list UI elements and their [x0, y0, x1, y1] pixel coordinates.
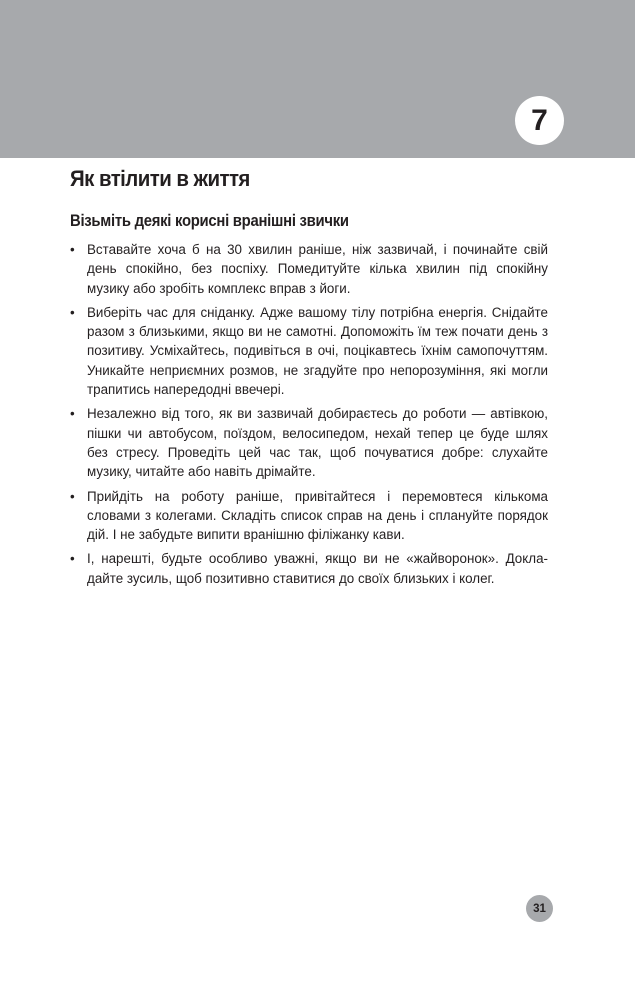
- list-item: [70, 404, 548, 481]
- bullet-icon: •: [70, 242, 75, 257]
- tips-list: [70, 240, 548, 593]
- section-title: Як втілити в життя: [70, 166, 250, 191]
- tip-text: Незалежно від того, як ви зазвичай добираєтесь до роботи — автівкою, пішки чи автобусом, поїздом, велосипедом, нехай тепер це буде шлях без стресу. Проведіть цей час так, щоб почуватися добре: слухайте музику, читайте або навіть дрімайте.: [87, 406, 548, 480]
- list-item: [70, 240, 548, 298]
- bullet-icon: •: [70, 406, 75, 422]
- list-item: [70, 549, 548, 588]
- tip-text: Прийдіть на роботу раніше, привітайтеся і перемовтеся кількома словами з колегами. Складіть список справ на день і сплануйте порядок дій. І не забудьте випити вранішню філіжанку кави.: [87, 488, 548, 543]
- subsection-title: Візьміть деякі корисні вранішні звички: [70, 212, 349, 230]
- bullet-icon: •: [70, 551, 75, 567]
- chapter-number-badge: 7: [515, 96, 564, 145]
- list-item: [70, 487, 548, 545]
- tip-text: Виберіть час для сніданку. Адже вашому тілу потрібна енергія. Снідайте разом з близькими, якщо ви не самотні. Допоможіть їм теж почати день з позитиву. Усміхайтесь, подивіться в очі, поцікавтесь їхнім самопочуттям. Уникайте неприємних розмов, не згадуйте про непорозуміння, які могли трапитись напередодні ввечері.: [87, 304, 548, 398]
- bullet-icon: •: [70, 488, 75, 504]
- tip-text: Вставайте хоча б на 30 хвилин раніше, ніж зазвичай, і починайте свій день спокійно, без поспіху. Помедитуйте кілька хвилин під спокійну музику або зробіть комплекс вправ з йоги.: [87, 242, 548, 296]
- page-number: 31: [526, 895, 553, 922]
- tip-text: І, нарешті, будьте особливо уважні, якщо ви не «жайворонок». Докладайте зусиль, щоб позитивно ставитися до своїх близьких і колег.: [87, 551, 548, 586]
- bullet-icon: •: [70, 304, 75, 320]
- header-band: [0, 0, 635, 158]
- list-item: [70, 303, 548, 399]
